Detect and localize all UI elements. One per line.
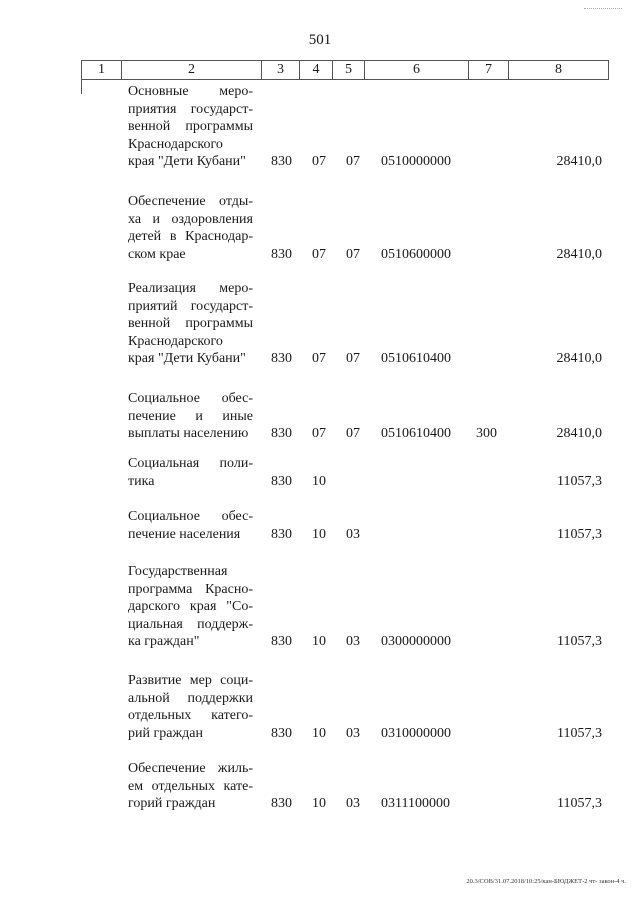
cell-c8: 28410,0 (556, 246, 602, 262)
description-line: венной программы (128, 316, 253, 332)
description-line: рий граждан (128, 725, 203, 741)
description-line: программа Красно- (128, 581, 253, 597)
cell-c5: 07 (346, 426, 360, 442)
cell-c6: 0300000000 (381, 634, 451, 650)
description-line: Обеспечение жиль- (128, 761, 253, 776)
cell-c3: 830 (271, 473, 292, 489)
header-col-6: 6 (365, 61, 469, 79)
cell-c6: 0310000000 (381, 725, 451, 741)
description-line: Краснодарского (128, 333, 223, 349)
description-line: отдельных катего- (128, 708, 253, 724)
cell-c3: 830 (271, 634, 292, 650)
description-line: печение населения (128, 526, 241, 542)
page-number: 501 (308, 32, 332, 48)
table-header (81, 60, 609, 80)
description-line: детей в Краснодар- (128, 229, 253, 245)
cell-c4: 10 (312, 526, 326, 542)
cell-c4: 07 (312, 154, 326, 170)
cell-c4: 07 (312, 426, 326, 442)
description-line: Развитие мер соци- (128, 673, 253, 688)
header-col-5: 5 (333, 61, 365, 79)
header-col-8: 8 (555, 62, 562, 77)
cell-c6: 0510610400 (381, 426, 451, 442)
description-line: ем отдельных кате- (128, 778, 253, 794)
cell-c4: 10 (312, 725, 326, 741)
description-line: Социальное обес- (128, 391, 253, 406)
cell-c5: 03 (346, 634, 360, 650)
description-line: выплаты населению (128, 426, 249, 442)
description-line: Обеспечение отды- (128, 194, 253, 209)
description-line: приятия государст- (128, 101, 253, 117)
description-line: печение и иные (128, 408, 253, 424)
description-line: Основные меро- (128, 84, 253, 99)
header-col-1: 1 (82, 61, 122, 79)
cell-c5: 07 (346, 154, 360, 170)
cell-c8: 11057,3 (557, 634, 602, 650)
cell-c8: 11057,3 (557, 473, 602, 489)
cell-c3: 830 (271, 526, 292, 542)
cell-c3: 830 (271, 351, 292, 367)
cell-c6: 0311100000 (381, 796, 450, 812)
description-line: Социальная поли- (128, 456, 253, 471)
cell-c5: 03 (346, 526, 360, 542)
cell-c3: 830 (271, 154, 292, 170)
description-line: края "Дети Кубани" (128, 351, 246, 367)
description-line: Реализация меро- (128, 281, 253, 296)
table-left-rule (81, 80, 82, 94)
row-description (128, 390, 253, 443)
row-description (128, 455, 253, 490)
description-line: альной поддержки (128, 690, 253, 706)
description-line: края "Дети Кубани" (128, 154, 246, 170)
row-description (128, 280, 253, 368)
cell-c4: 07 (312, 246, 326, 262)
cell-c3: 830 (271, 246, 292, 262)
row-description (128, 193, 253, 263)
cell-c5: 03 (346, 796, 360, 812)
cell-c6: 0510000000 (381, 154, 451, 170)
header-col-2: 2 (122, 61, 262, 79)
cell-c5: 07 (346, 246, 360, 262)
cell-c7: 300 (476, 426, 497, 442)
description-line: тика (128, 473, 155, 489)
cell-c3: 830 (271, 426, 292, 442)
top-edge-mark (584, 8, 622, 9)
cell-c4: 07 (312, 351, 326, 367)
cell-c8: 11057,3 (557, 796, 602, 812)
cell-c6: 0510610400 (381, 351, 451, 367)
cell-c5: 03 (346, 725, 360, 741)
description-line: горий граждан (128, 796, 216, 812)
row-description (128, 760, 253, 813)
description-line: Государственная (128, 564, 228, 579)
cell-c8: 11057,3 (557, 725, 602, 741)
description-line: Краснодарского (128, 136, 223, 152)
cell-c8: 28410,0 (556, 426, 602, 442)
description-line: ском крае (128, 246, 186, 262)
cell-c6: 0510600000 (381, 246, 451, 262)
cell-c4: 10 (312, 796, 326, 812)
description-line: ка граждан" (128, 634, 200, 650)
description-line: приятий государст- (128, 298, 253, 314)
description-line: дарского края "Со- (128, 599, 253, 615)
cell-c4: 10 (312, 473, 326, 489)
cell-c8: 11057,3 (557, 526, 602, 542)
cell-c8: 28410,0 (556, 154, 602, 170)
row-description (128, 563, 253, 651)
row-description (128, 508, 253, 543)
cell-c5: 07 (346, 351, 360, 367)
footer-document-code: 20.3/СОВ/31.07.2018/10:25/кан-БЮДЖЕТ-2 чт- закон-4 ч. (466, 878, 626, 885)
cell-c8: 28410,0 (556, 351, 602, 367)
description-line: Социальное обес- (128, 509, 253, 524)
cell-c4: 10 (312, 634, 326, 650)
cell-c3: 830 (271, 796, 292, 812)
description-line: ха и оздоровления (128, 211, 253, 227)
cell-c3: 830 (271, 725, 292, 741)
description-line: венной программы (128, 119, 253, 135)
row-description (128, 672, 253, 742)
row-description (128, 83, 253, 171)
header-col-4: 4 (300, 61, 333, 79)
header-col-3: 3 (262, 61, 300, 79)
header-col-7: 7 (469, 61, 509, 79)
description-line: циальная поддерж- (128, 616, 253, 632)
